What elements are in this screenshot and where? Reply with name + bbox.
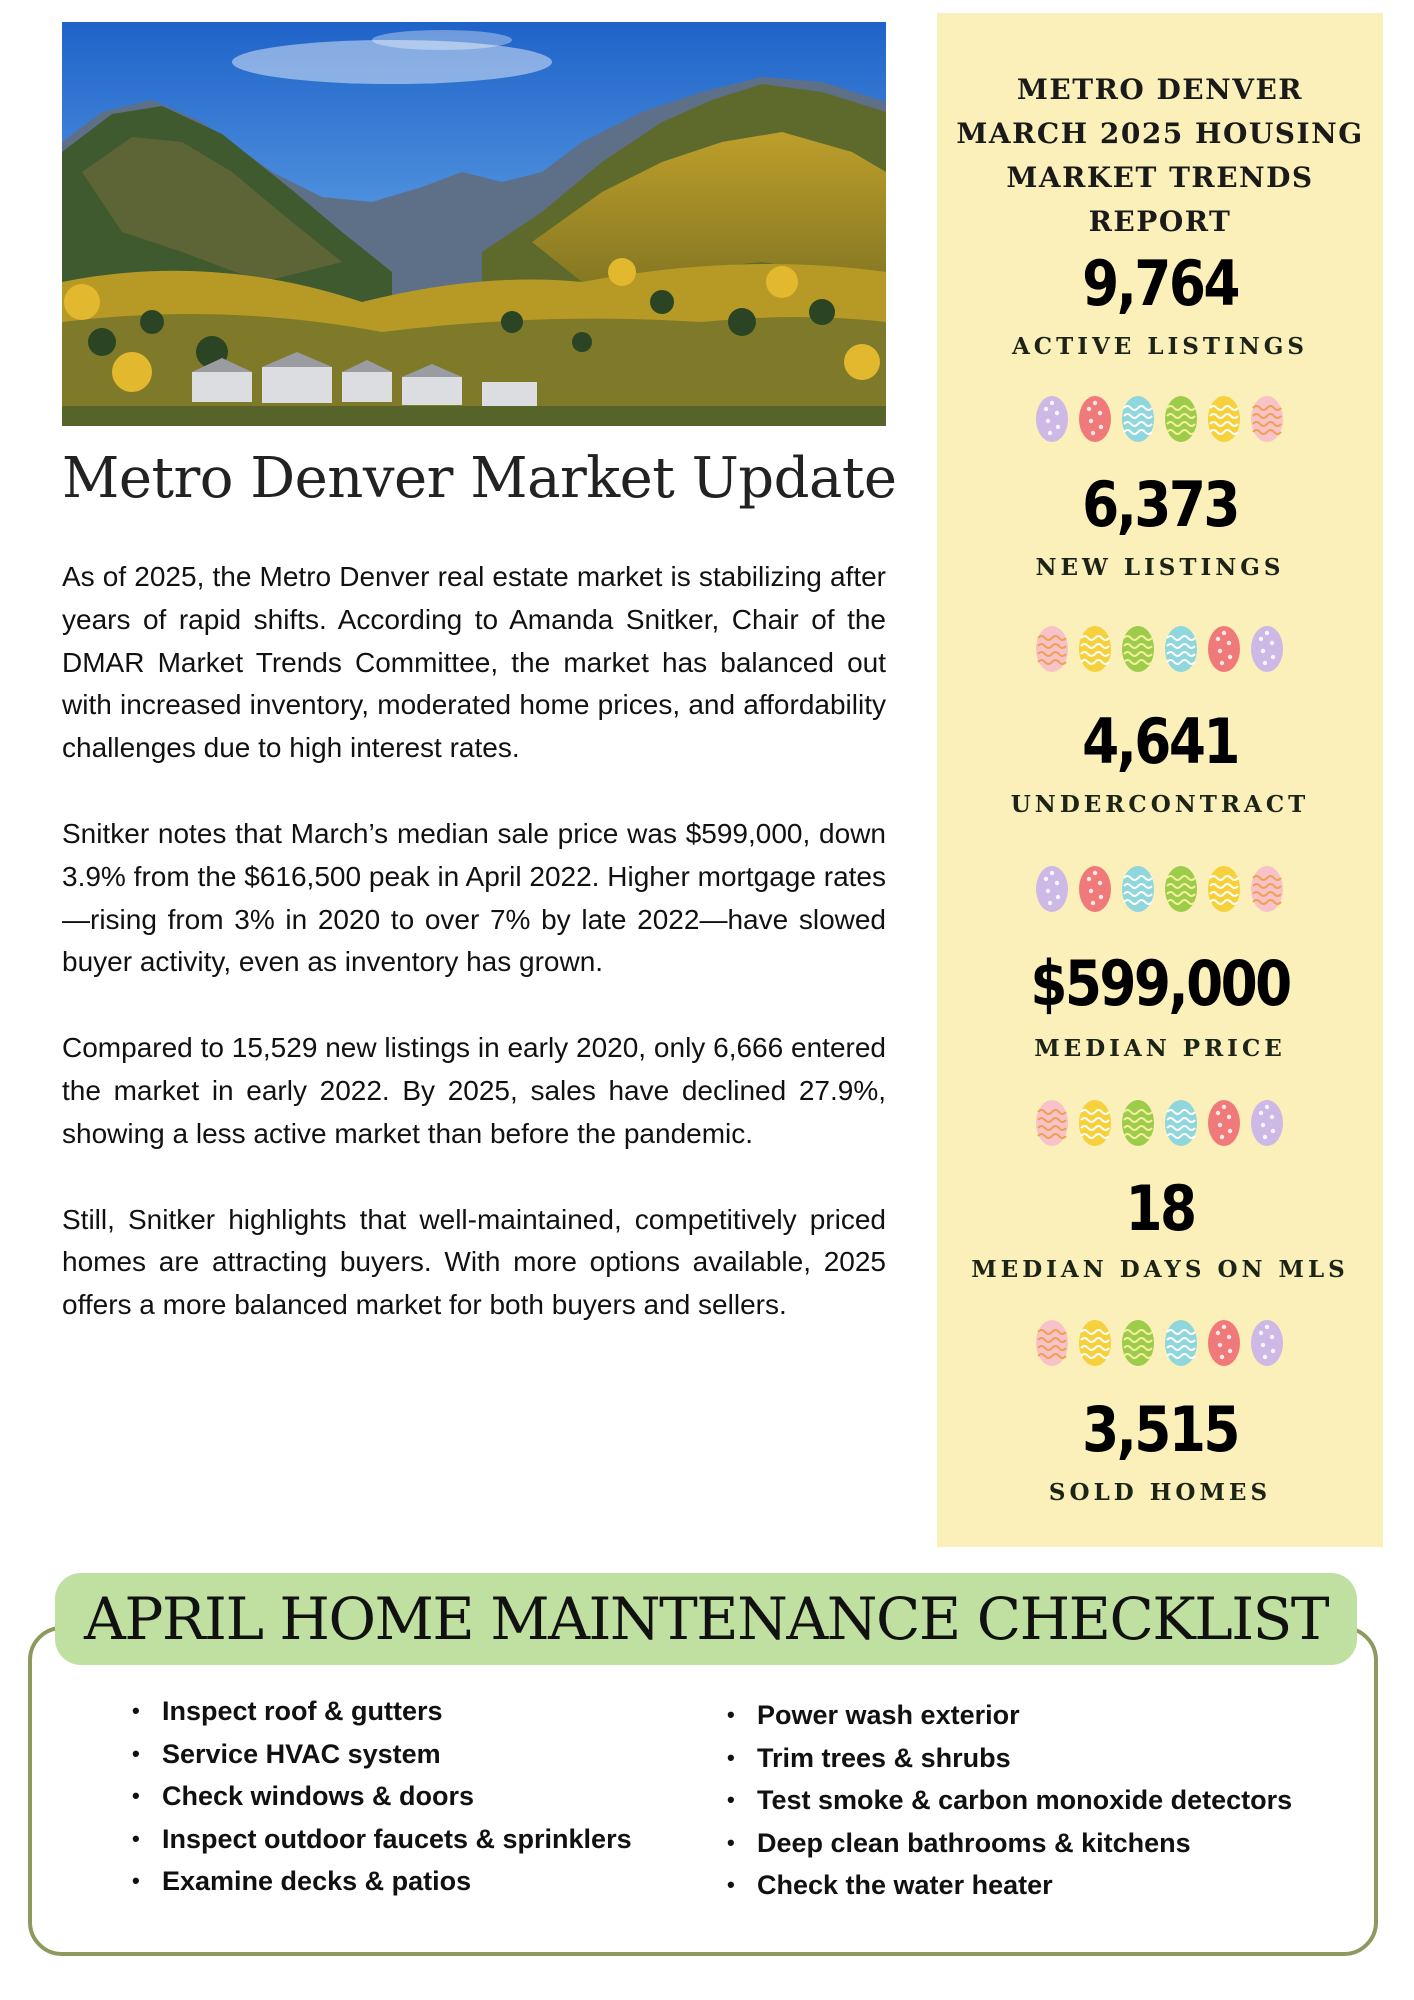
page-title: Metro Denver Market Update — [62, 446, 897, 511]
stat-under-contract-label: UNDERCONTRACT — [1010, 791, 1310, 818]
easter-egg-icon — [1032, 863, 1288, 915]
checklist-item: • Check windows & doors — [132, 1775, 632, 1818]
stat-median-days-value: 18 — [1125, 1172, 1195, 1245]
stat-new-listings-value: 6,373 — [1082, 468, 1238, 541]
sidebar-title-line: MARKET TRENDS REPORT — [1006, 161, 1314, 238]
stat-active-listings-value: 9,764 — [1082, 247, 1238, 320]
article-paragraph: Still, Snitker highlights that well-maintained, competitively priced homes are attracting buyers. With more options available, 2025 offers a more balanced market for both buyers and sellers. — [62, 1203, 886, 1321]
stat-active-listings-label: ACTIVE LISTINGS — [1011, 333, 1309, 360]
sidebar-title-line: METRO DENVER — [1016, 73, 1304, 106]
article-paragraph: Compared to 15,529 new listings in early 2020, only 6,666 entered the market in early 2022. By 2025, sales have declined 27.9%, showing a less active market than before the pandemic. — [62, 1032, 886, 1149]
checklist-title: APRIL HOME MAINTENANCE CHECKLIST — [83, 1585, 1329, 1653]
checklist-item: • Trim trees & shrubs — [727, 1737, 1292, 1780]
stat-new-listings-label: NEW LISTINGS — [1035, 554, 1285, 581]
checklist-left-column — [132, 1690, 632, 1903]
easter-egg-icon — [1032, 1317, 1288, 1369]
article-paragraph: Snitker notes that March’s median sale price was $599,000, down 3.9% from the $616,500 peak in April 2022. Higher mortgage rates—rising from 3% in 2020 to over 7% by late 2022—have slowed buyer activity, even as inventory has grown. — [62, 817, 886, 978]
checklist-item: • Check the water heater — [727, 1864, 1292, 1907]
stat-sold-homes-value: 3,515 — [1082, 1393, 1238, 1466]
easter-egg-icon — [1032, 623, 1288, 675]
market-trends-sidebar — [937, 13, 1383, 1547]
checklist-item: • Inspect outdoor faucets & sprinklers — [132, 1818, 632, 1861]
checklist-item: • Service HVAC system — [132, 1733, 632, 1776]
checklist-item: • Examine decks & patios — [132, 1860, 632, 1903]
stat-sold-homes-label: SOLD HOMES — [1048, 1479, 1272, 1506]
easter-egg-icon — [1032, 1097, 1288, 1149]
checklist-item: • Deep clean bathrooms & kitchens — [727, 1822, 1292, 1865]
easter-egg-icon — [1032, 393, 1288, 445]
checklist-right-column — [727, 1694, 1292, 1907]
checklist-item: • Power wash exterior — [727, 1694, 1292, 1737]
sidebar-title-line: MARCH 2025 HOUSING — [956, 117, 1364, 150]
sidebar-title — [937, 68, 1383, 244]
checklist-item: • Test smoke & carbon monoxide detectors — [727, 1779, 1292, 1822]
hero-image — [62, 22, 886, 426]
stat-median-price-label: MEDIAN PRICE — [1034, 1035, 1286, 1062]
stat-under-contract-value: 4,641 — [1082, 705, 1238, 778]
stat-median-price-value: $599,000 — [1030, 947, 1290, 1020]
stat-median-days-label: MEDIAN DAYS ON MLS — [971, 1256, 1349, 1283]
article-body — [62, 556, 886, 1370]
checklist-item: • Inspect roof & gutters — [132, 1690, 632, 1733]
article-paragraph: As of 2025, the Metro Denver real estate market is stabilizing after years of rapid shifts. According to Amanda Snitker, Chair of the DMAR Market Trends Committee, the market has balanced out with increased inventory, moderated home prices, and affordability challenges due to high interest rates. — [62, 561, 886, 764]
